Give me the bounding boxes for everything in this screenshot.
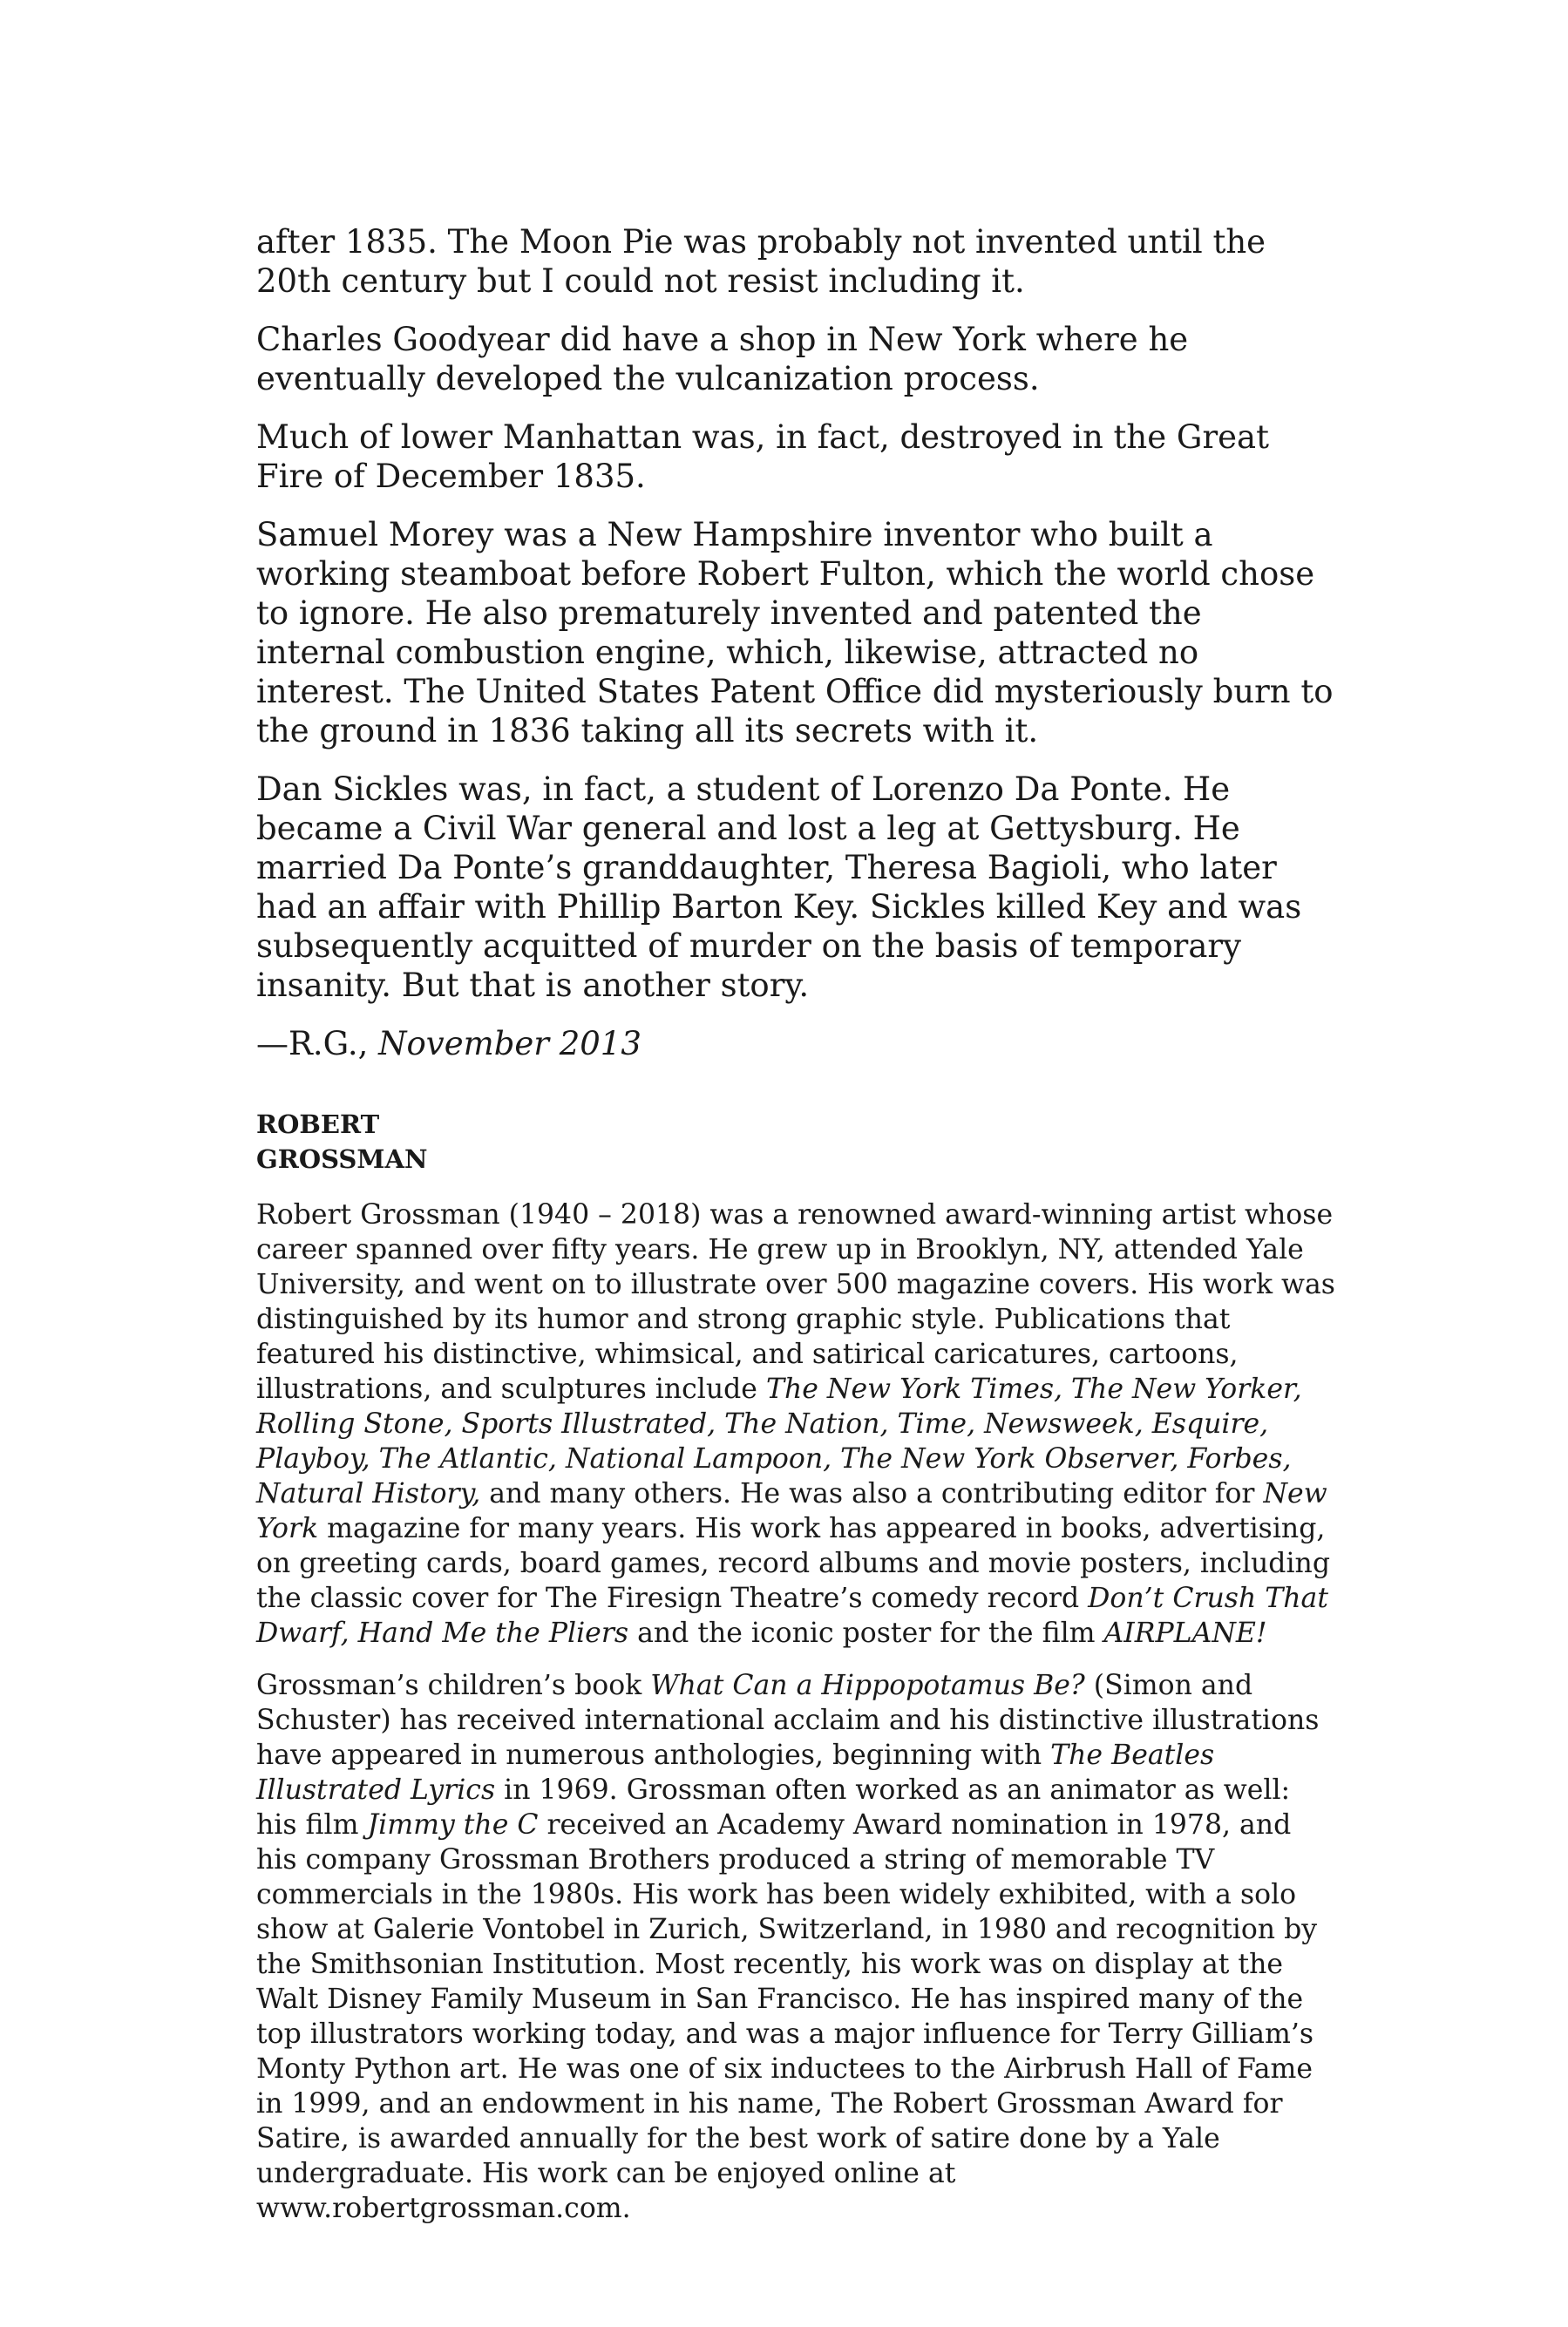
- author-bio: [256, 1107, 1337, 2243]
- bio-paragraph: [256, 1668, 1337, 2226]
- bio-heading-line: GROSSMAN: [256, 1144, 428, 1174]
- author-notes: [256, 222, 1337, 1082]
- bio-text: Grossman’s children’s book: [256, 1670, 651, 1701]
- bio-italic-text: Don’t Crush That Dwarf, Hand Me the Pliers: [256, 1583, 1328, 1649]
- bio-heading-line: ROBERT: [256, 1109, 380, 1139]
- bio-italic-text: The Beatles Illustrated Lyrics: [256, 1740, 1215, 1806]
- note-paragraph: Dan Sickles was, in fact, a student of Lorenzo Da Ponte. He became a Civil War general and lost a leg at Gettysburg. He married Da Ponte’s granddaughter, Theresa Bagioli, who later had an affair with Phillip Barton Key. Sickles killed Key and was subsequently acquitted of murder on the basis of temporary insanity. But that is another story.: [256, 770, 1302, 1004]
- bio-italic-text: New York: [256, 1478, 1327, 1544]
- bio-italic-text: The New York Times, The New Yorker, Rolling Stone, Sports Illustrated, The Nation, Time, Newsweek, Esquire, Playboy, The Atlantic, National Lampoon, The New York Observer, Forbes, Natural History,: [256, 1374, 1302, 1509]
- bio-heading: [256, 1107, 1337, 1177]
- bio-text: received an Academy Award nomination in 1978, and his company Grossman Brothers produced a string of memorable TV commercials in the 1980s. His work has been widely exhibited, with a solo show at Galerie Vontobel in Zurich, Switzerland, in 1980 and recognition by the Smithsonian Institution. Most recently, his work was on display at the Walt Disney Family Museum in San Francisco. He has inspired many of the top illustrators working today, and was a major influence for Terry Gilliam’s Monty Python art. He was one of six inductees to the Airbrush Hall of Fame in 1999, and an endowment in his name, The Robert Grossman Award for Satire, is awarded annually for the best work of satire done by a Yale undergraduate. His work can be enjoyed online at www.robertgrossman.com.: [256, 1809, 1318, 2224]
- note-paragraph: Samuel Morey was a New Hampshire inventor who built a working steamboat before Robert Fulton, which the world chose to ignore. He also prematurely invented and patented the internal combustion engine, which, likewise, attracted no interest. The United States Patent Office did mysteriously burn to the ground in 1836 taking all its secrets with it.: [256, 516, 1334, 750]
- bio-text: and the iconic poster for the film: [628, 1618, 1104, 1649]
- bio-text: and many others. He was also a contributing editor for: [480, 1478, 1264, 1509]
- bio-italic-text: Jimmy the C: [367, 1809, 539, 1841]
- bio-text: Robert Grossman (1940 – 2018) was a renowned award-winning artist whose career spanned over fifty years. He grew up in Brooklyn, NY, attended Yale University, and went on to illustrate over 500 magazine covers. His work was distinguished by its humor and strong graphic style. Publications that featured his distinctive, whimsical, and satirical caricatures, cartoons, illustrations, and sculptures include: [256, 1199, 1335, 1405]
- signature-author: —R.G.,: [256, 1025, 379, 1062]
- bio-text: (Simon and Schuster) has received international acclaim and his distinctive illustrations have appeared in numerous anthologies, beginning with: [256, 1670, 1320, 1771]
- bio-italic-text: What Can a Hippopotamus Be?: [650, 1670, 1085, 1701]
- signature-line: [256, 1024, 1337, 1063]
- note-paragraph: Charles Goodyear did have a shop in New York where he eventually developed the vulcanization process.: [256, 321, 1189, 397]
- bio-text: in 1969. Grossman often worked as an animator as well: his film: [256, 1774, 1291, 1841]
- bio-text: magazine for many years. His work has appeared in books, advertising, on greeting cards, board games, record albums and movie posters, including the classic cover for The Firesign Theatre’s comedy record: [256, 1513, 1330, 1614]
- bio-paragraph: [256, 1197, 1337, 1651]
- note-paragraph: after 1835. The Moon Pie was probably not invented until the 20th century but I could not resist including it.: [256, 223, 1266, 300]
- note-paragraph: Much of lower Manhattan was, in fact, destroyed in the Great Fire of December 1835.: [256, 418, 1269, 495]
- signature-date: November 2013: [378, 1025, 641, 1062]
- bio-italic-text: AIRPLANE!: [1103, 1618, 1267, 1649]
